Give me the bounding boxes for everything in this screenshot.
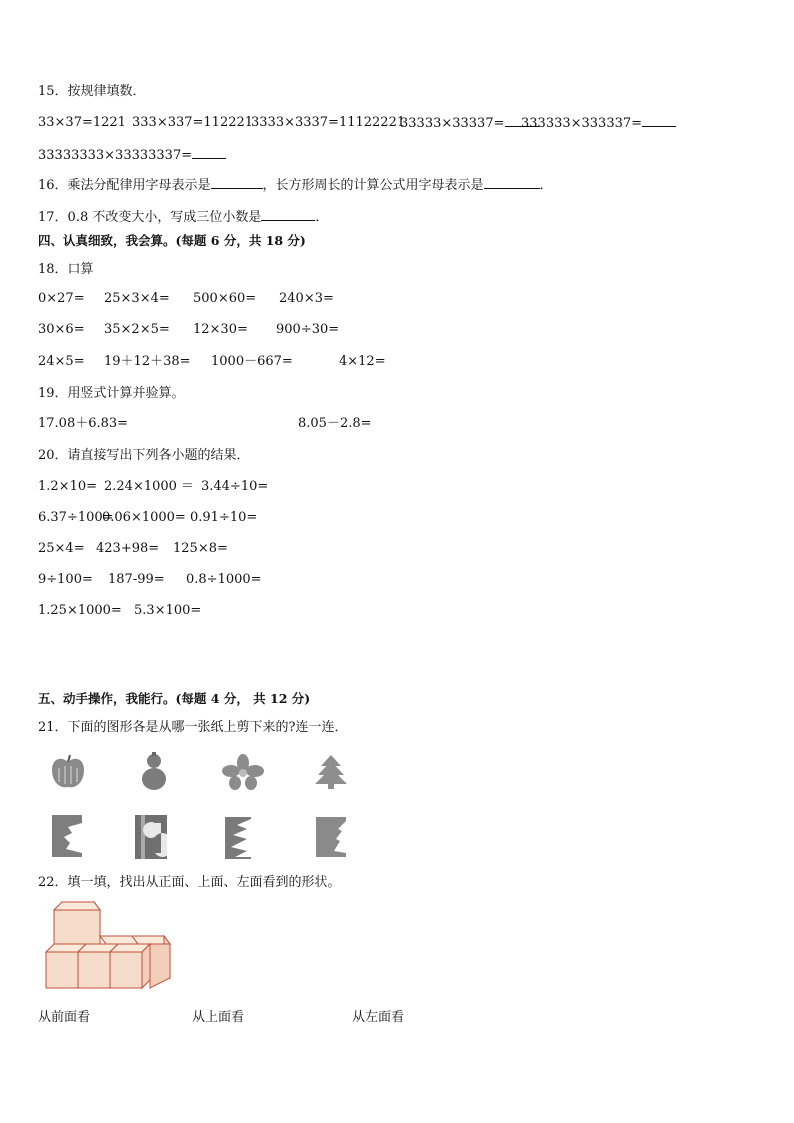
- q18-r2c1: 30×6=: [38, 322, 85, 337]
- q18-r1c4: 240×3=: [279, 291, 334, 306]
- q20-r1c3: 3.44÷10=: [201, 479, 269, 494]
- q17-blank[interactable]: [261, 208, 315, 221]
- q20-r4c3: 0.8÷1000=: [186, 572, 262, 587]
- q15-blank3[interactable]: [192, 146, 226, 159]
- q16: 16．乘法分配律用字母表示是 ，长方形周长的计算公式用字母表示是 ．: [38, 178, 553, 193]
- q20-r3c1: 25×4=: [38, 541, 85, 556]
- q16-blank1[interactable]: [211, 176, 263, 189]
- q15-title: 15．按规律填数．: [38, 84, 146, 99]
- q20-r1c1: 1.2×10=: [38, 479, 98, 494]
- paper-2-icon[interactable]: [135, 815, 167, 859]
- q17: 17．0.8 不改变大小，写成三位小数是 ．: [38, 210, 329, 225]
- q20-r5c1: 1.25×1000=: [38, 603, 122, 618]
- q15-eq5: 333333×333337=: [521, 114, 676, 133]
- q19-title: 19．用竖式计算并验算。: [38, 386, 185, 401]
- q18-r3c2: 19＋12＋38=: [104, 354, 191, 369]
- q15-eq1: 33×37=1221: [38, 115, 126, 130]
- q22-front-view-label: 从前面看: [38, 1010, 91, 1025]
- q21-title: 21．下面的图形各是从哪一张纸上剪下来的?连一连．: [38, 720, 348, 735]
- q18-r3c1: 24×5=: [38, 354, 85, 369]
- q20-r4c1: 9÷100=: [38, 572, 93, 587]
- q15-eq4: 33333×33337=: [400, 114, 539, 133]
- q20-r2c1: 6.37÷100=: [38, 510, 114, 525]
- q20-r3c2: 423+98=: [96, 541, 160, 556]
- q18-r1c2: 25×3×4=: [104, 291, 170, 306]
- apple-shape-icon[interactable]: [48, 754, 88, 792]
- section-4-heading: 四、认真细致，我会算。(每题 6 分，共 18 分): [38, 233, 306, 248]
- q15-blank2[interactable]: [642, 114, 676, 127]
- q22-title: 22．填一填，找出从正面、上面、左面看到的形状。: [38, 875, 341, 890]
- q15-eq6: 33333333×33333337=: [38, 146, 226, 165]
- q15-eq3: 3333×3337=11122221: [251, 115, 406, 130]
- q22-left-view-label: 从左面看: [352, 1010, 405, 1025]
- q22-top-view-label: 从上面看: [192, 1010, 245, 1025]
- q19-a: 17.08＋6.83=: [38, 416, 129, 431]
- flower-shape-icon[interactable]: [222, 754, 264, 790]
- q18-r3c4: 4×12=: [339, 354, 386, 369]
- q18-r2c2: 35×2×5=: [104, 322, 170, 337]
- paper-4-icon[interactable]: [316, 817, 346, 857]
- tree-shape-icon[interactable]: [315, 754, 347, 790]
- paper-3-icon[interactable]: [225, 817, 251, 859]
- q18-r2c3: 12×30=: [193, 322, 248, 337]
- q19-b: 8.05－2.8=: [298, 416, 372, 431]
- q18-r2c4: 900÷30=: [276, 322, 340, 337]
- q20-r5c2: 5.3×100=: [134, 603, 202, 618]
- q18-r1c1: 0×27=: [38, 291, 85, 306]
- q20-r2c3: 0.91÷10=: [190, 510, 258, 525]
- q16-blank2[interactable]: [484, 176, 540, 189]
- q18-title: 18．口算: [38, 262, 94, 277]
- q18-r1c3: 500×60=: [193, 291, 257, 306]
- q20-title: 20．请直接写出下列各小题的结果．: [38, 448, 250, 463]
- q18-r3c3: 1000－667=: [211, 354, 293, 369]
- section-5-heading: 五、动手操作，我能行。(每题 4 分， 共 12 分): [38, 691, 311, 706]
- q20-r4c2: 187-99=: [108, 572, 165, 587]
- cube-stack-figure: [40, 900, 172, 994]
- q20-r2c2: 0.06×1000=: [102, 510, 186, 525]
- q20-r1c2: 2.24×1000 ＝: [104, 479, 195, 494]
- gourd-shape-icon[interactable]: [138, 752, 170, 792]
- paper-1-icon[interactable]: [52, 815, 82, 857]
- q15-eq2: 333×337=112221: [132, 115, 254, 130]
- q20-r3c3: 125×8=: [173, 541, 228, 556]
